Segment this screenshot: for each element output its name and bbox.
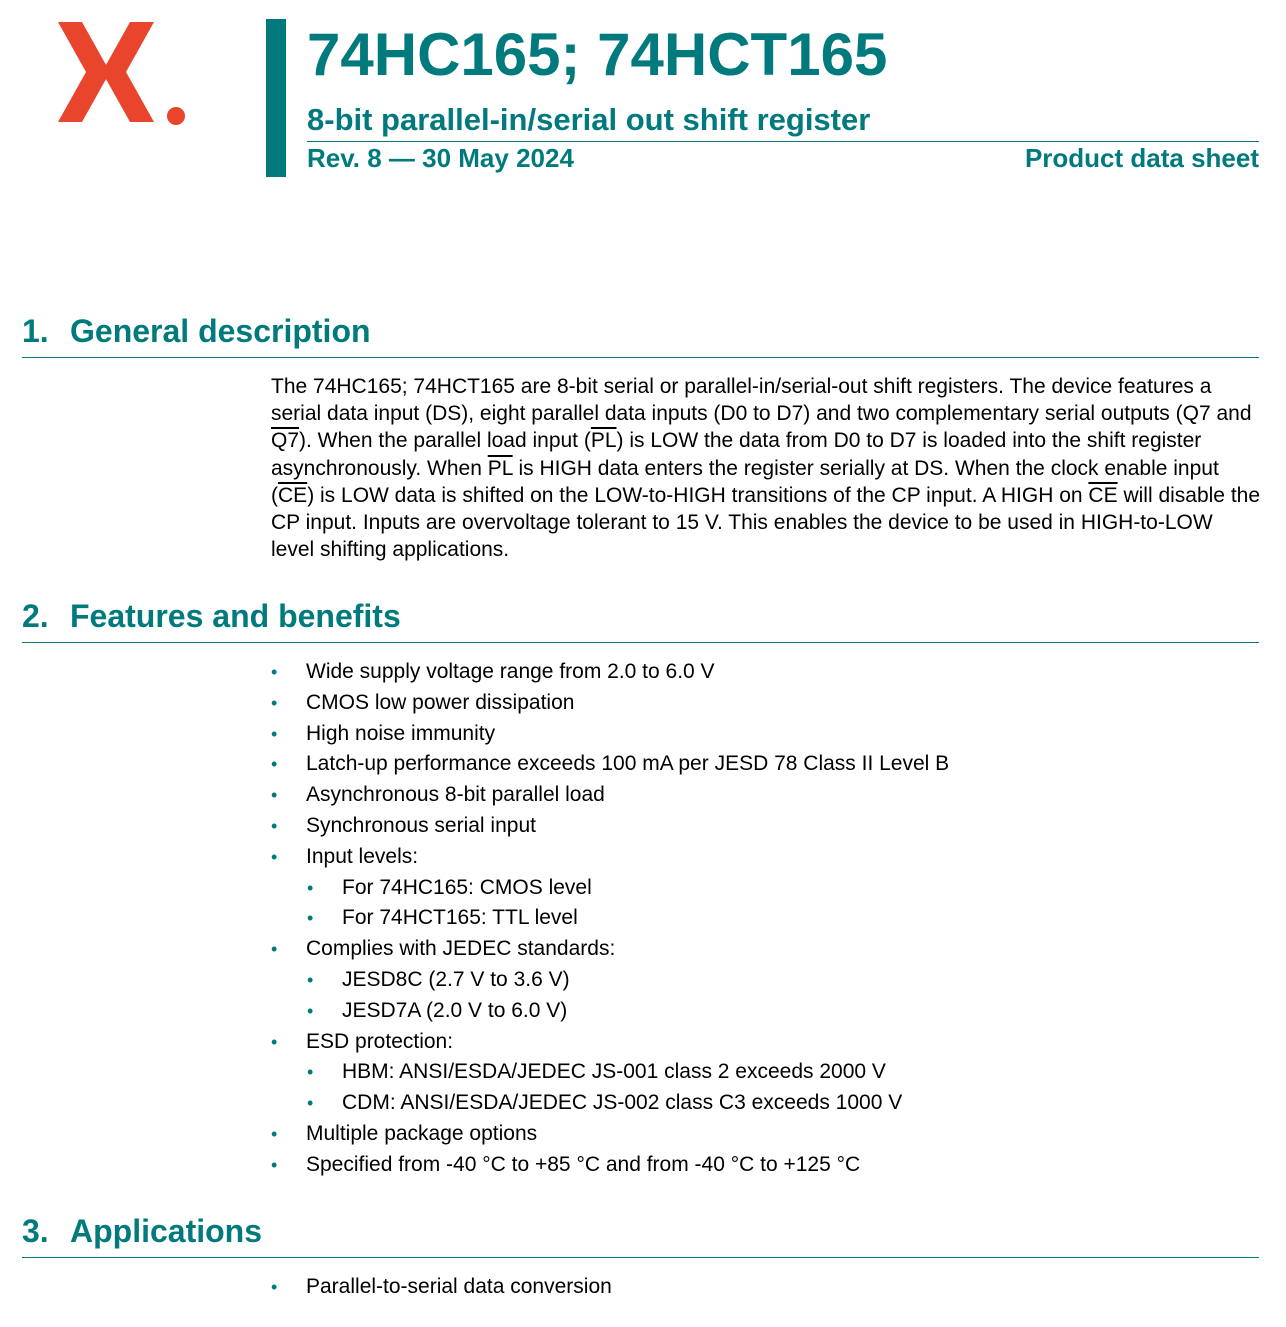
list-item-text: Latch-up performance exceeds 100 mA per JESD 78 Class II Level B <box>306 752 950 776</box>
section-heading-general-description <box>22 311 1259 358</box>
document-subtitle: 8-bit parallel-in/serial out shift register <box>307 102 871 137</box>
overlined-signal-pl: $\overline{PL}$ <box>487 456 513 480</box>
list-item-text: For 74HCT165: TTL level <box>342 906 578 930</box>
bullet-icon: • <box>271 815 278 836</box>
list-item-text: JESD8C (2.7 V to 3.6 V) <box>342 967 570 991</box>
list-item-text: CDM: ANSI/ESDA/JEDEC JS-002 class C3 exceeds 1000 V <box>342 1091 903 1115</box>
bullet-icon: • <box>271 754 278 775</box>
section-title: Applications <box>70 1213 263 1249</box>
list-item-text: Complies with JEDEC standards: <box>306 937 616 961</box>
list-item <box>271 688 949 719</box>
list-item <box>271 1027 949 1058</box>
bullet-icon: • <box>271 785 278 806</box>
text-run: is HIGH data enters the register serially at DS. When the clock enable input ( <box>271 456 1219 507</box>
list-item <box>271 1272 612 1303</box>
bullet-icon: • <box>271 939 278 960</box>
bullet-icon: • <box>307 1062 314 1083</box>
list-item-text: Synchronous serial input <box>306 813 536 837</box>
text-run: The 74HC165; 74HCT165 are 8-bit serial or parallel-in/serial-out shift registers. The device features a serial data input (DS), eight parallel data inputs (D0 to D7) and two complementary serial outputs (Q7 and <box>271 375 1252 426</box>
overlined-signal-ce: $\overline{CE}$ <box>1088 483 1118 507</box>
list-item-text: HBM: ANSI/ESDA/JEDEC JS-001 class 2 exceeds 2000 V <box>342 1060 886 1084</box>
applications-list <box>271 1272 612 1303</box>
section-number: 1. <box>22 313 49 349</box>
section-number: 2. <box>22 598 49 634</box>
list-item <box>271 1119 949 1150</box>
bullet-icon: • <box>271 662 278 682</box>
list-item-text: Specified from -40 °C to +85 °C and from -40 °C to +125 °C <box>306 1152 861 1176</box>
revision-info: Rev. 8 — 30 May 2024 <box>307 143 574 173</box>
list-item-text: High noise immunity <box>306 721 496 745</box>
document-type: Product data sheet <box>1024 143 1259 173</box>
section-number: 3. <box>22 1213 49 1249</box>
company-logo <box>52 18 192 130</box>
list-item-text: For 74HC165: CMOS level <box>342 875 592 899</box>
list-item-text: CMOS low power dissipation <box>306 690 575 714</box>
sub-list-item <box>271 965 949 996</box>
list-item-text: ESD protection: <box>306 1029 454 1053</box>
sub-list-item <box>271 1088 949 1119</box>
bullet-icon: • <box>307 908 314 929</box>
list-item <box>271 842 949 873</box>
logo-dot <box>167 107 185 125</box>
bullet-icon: • <box>271 1123 278 1144</box>
bullet-icon: • <box>307 877 314 898</box>
list-item <box>271 657 949 688</box>
sub-list-item <box>271 1057 949 1088</box>
list-item-text: Parallel-to-serial data conversion <box>306 1275 612 1298</box>
bullet-icon: • <box>307 1093 314 1114</box>
overlined-signal-ce: $\overline{CE}$ <box>278 483 308 507</box>
bullet-icon: • <box>307 969 314 990</box>
general-description-text <box>271 373 1261 563</box>
list-item-text: Input levels: <box>306 844 419 868</box>
list-item-text: JESD7A (2.0 V to 6.0 V) <box>342 998 568 1022</box>
list-item <box>271 749 949 780</box>
text-run: ) is LOW the data from D0 to D7 is loaded into the shift register asynchronously. When <box>271 429 1202 480</box>
bullet-icon: • <box>271 1277 278 1297</box>
bullet-icon: • <box>271 692 278 713</box>
sub-list-item <box>271 873 949 904</box>
list-item <box>271 1150 949 1181</box>
list-item-text: Multiple package options <box>306 1121 538 1145</box>
header-accent-bar <box>266 19 286 177</box>
section-heading-applications <box>22 1211 1259 1258</box>
list-item <box>271 780 949 811</box>
section-title: Features and benefits <box>70 598 401 634</box>
sub-list-item <box>271 903 949 934</box>
bullet-icon: • <box>271 846 278 867</box>
overlined-signal-q7: Q7 <box>271 429 300 453</box>
document-title: 74HC165; 74HCT165 <box>307 21 888 88</box>
list-item <box>271 934 949 965</box>
text-run: ) is LOW data is shifted on the LOW-to-HIGH transitions of the CP input. A HIGH on <box>307 483 1089 507</box>
list-item <box>271 719 949 750</box>
overlined-signal-pl: $\overline{PL}$ <box>590 429 617 453</box>
logo-x-mark <box>102 22 154 122</box>
bullet-icon: • <box>307 1000 314 1021</box>
bullet-icon: • <box>271 1031 278 1052</box>
section-title: General description <box>70 313 371 349</box>
list-item-text: Wide supply voltage range from 2.0 to 6.0 V <box>306 660 715 683</box>
list-item <box>271 811 949 842</box>
text-run: ). When the parallel load input ( <box>299 429 591 453</box>
sub-list-item <box>271 996 949 1027</box>
features-list <box>271 657 949 1181</box>
list-item-text: Asynchronous 8-bit parallel load <box>306 783 605 807</box>
text-run: will disable the CP input. Inputs are overvoltage tolerant to 15 V. This enables the device to be used in HIGH-to-LOW level shifting applications. <box>271 483 1261 562</box>
bullet-icon: • <box>271 723 278 744</box>
section-heading-features <box>22 596 1259 643</box>
bullet-icon: • <box>271 1154 278 1175</box>
